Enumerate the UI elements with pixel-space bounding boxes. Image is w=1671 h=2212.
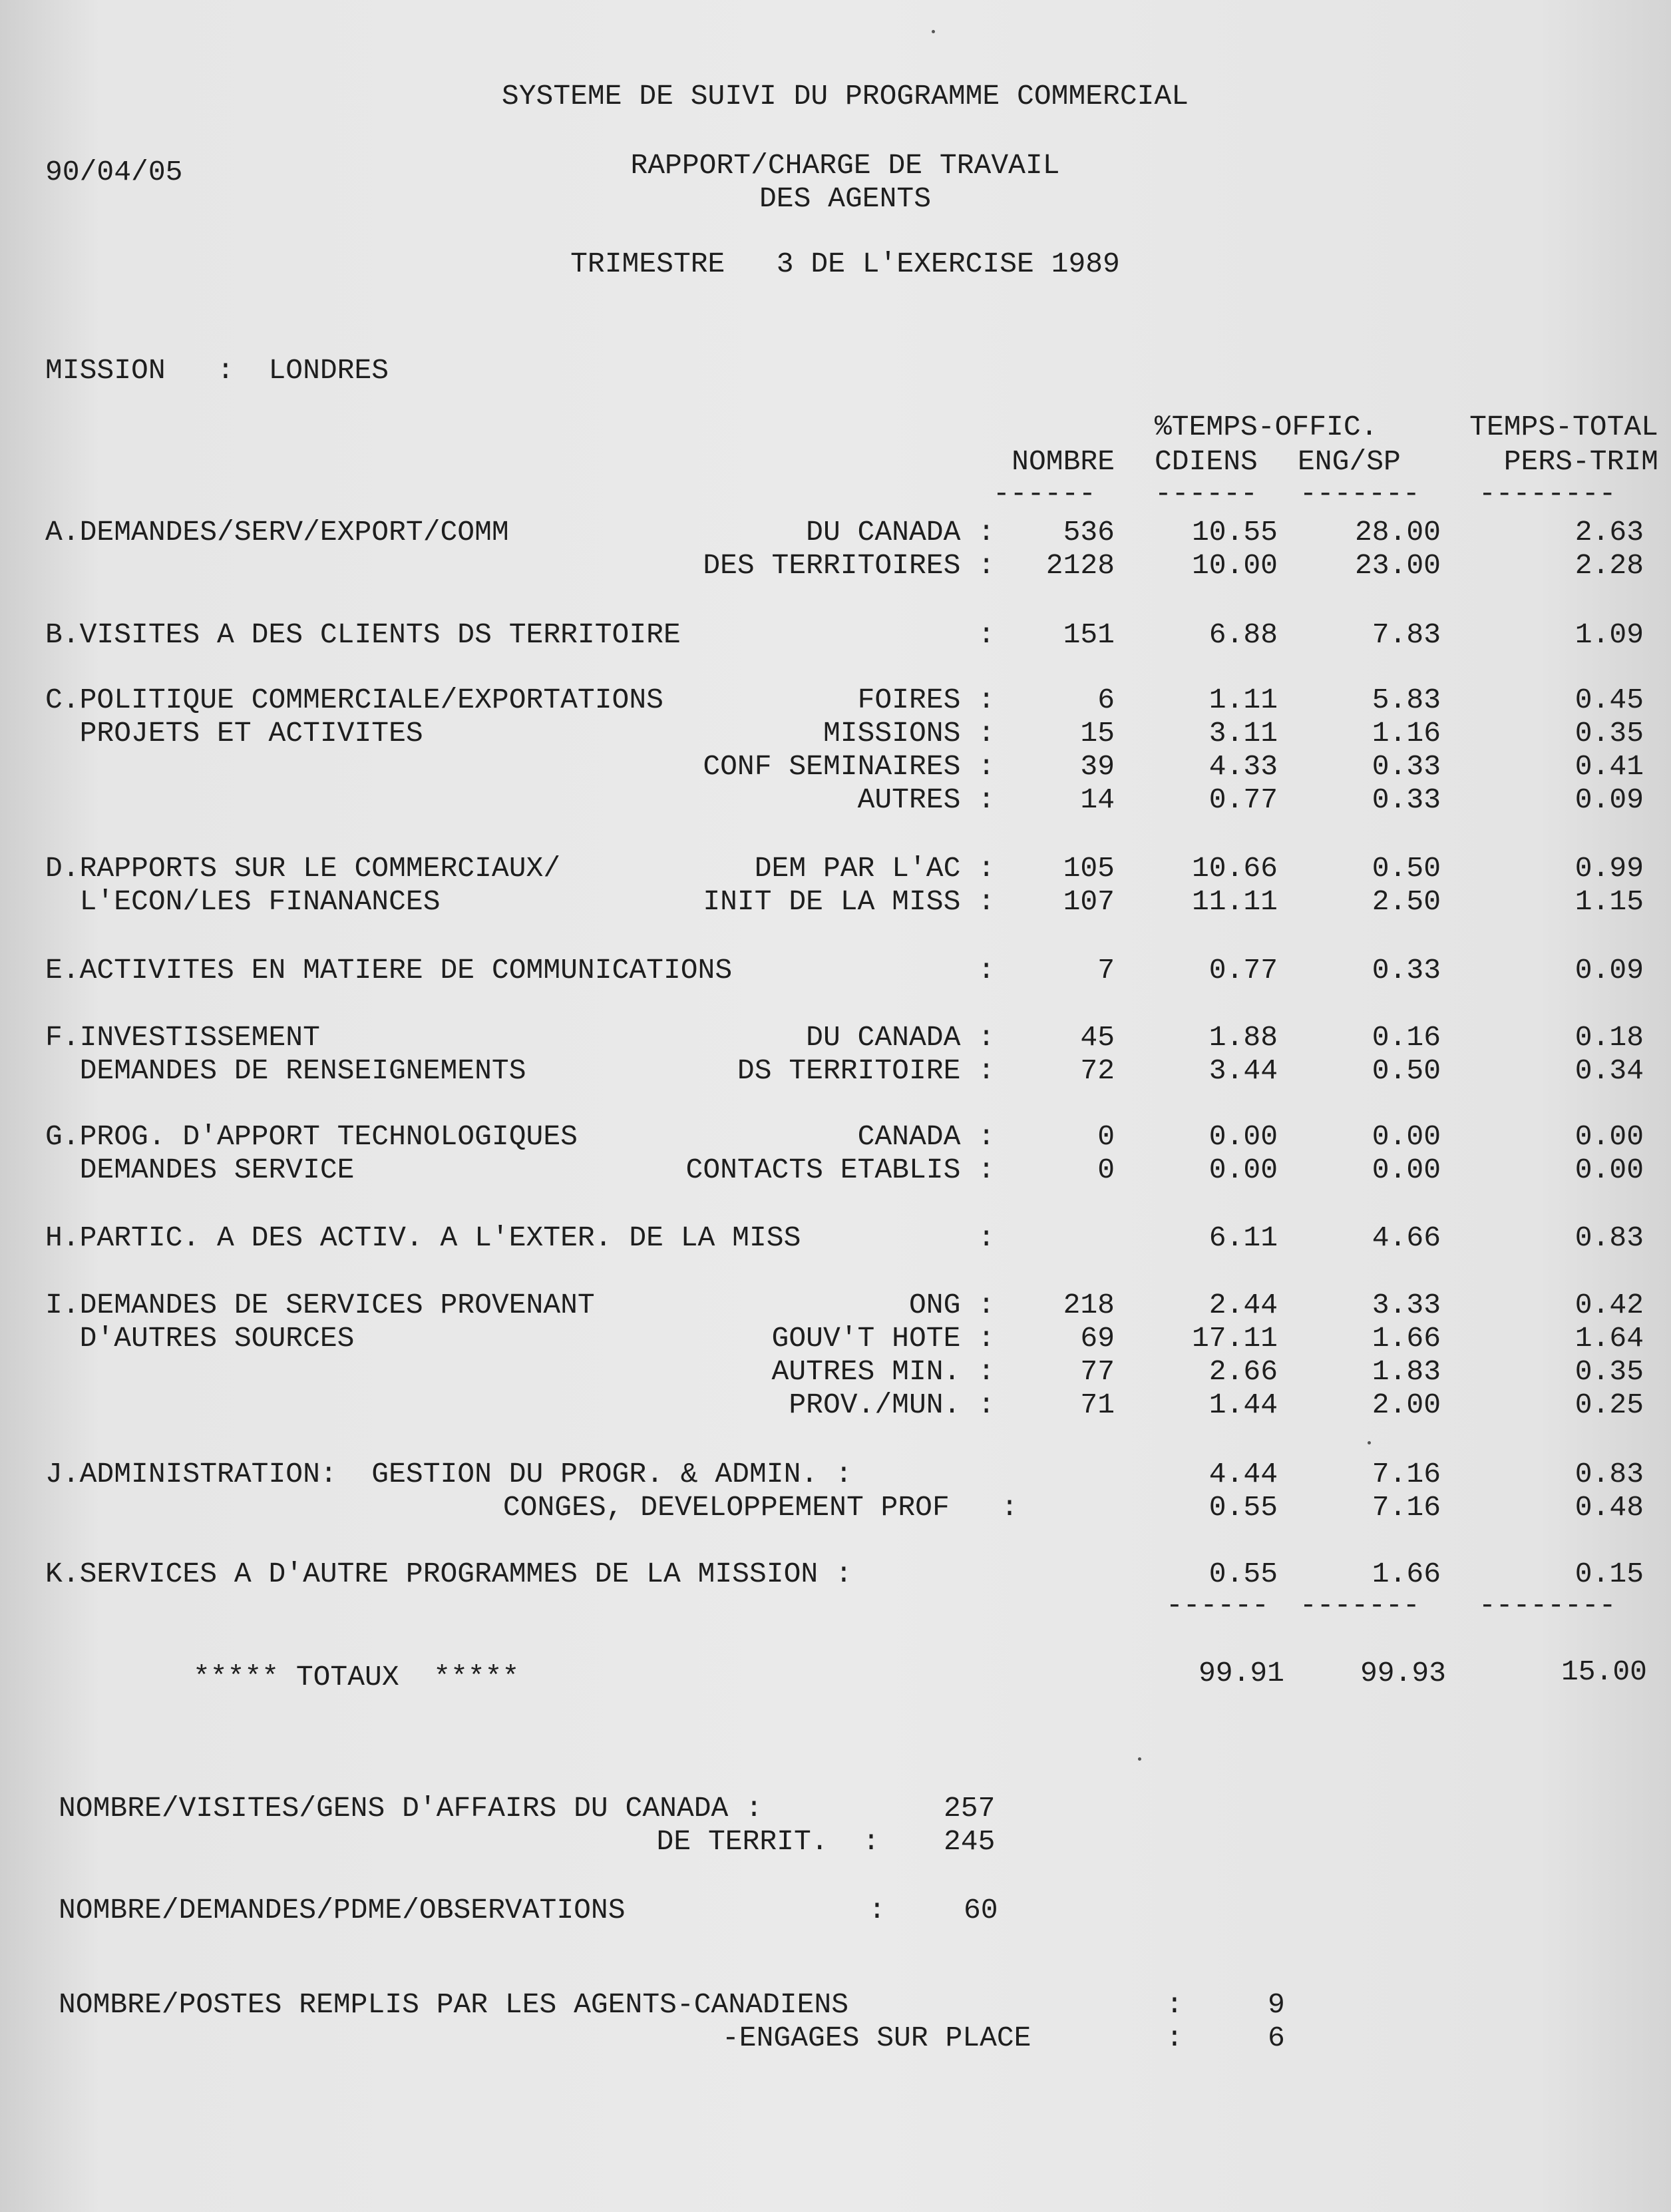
row-category: D.RAPPORTS SUR LE COMMERCIAUX/ [45, 852, 561, 885]
totals-cdiens: 99.91 [1198, 1657, 1284, 1689]
scan-speck [1368, 1441, 1371, 1444]
row-cdiens: 3.11 [1208, 717, 1278, 750]
table-row [0, 686, 1671, 719]
col-header-cdiens: CDIENS [1155, 445, 1258, 478]
mission-label: MISSION : LONDRES [45, 354, 389, 387]
row-eng-sp: 2.50 [1372, 885, 1441, 918]
visits-canada-value: 257 [944, 1792, 996, 1825]
row-nombre: 71 [1080, 1389, 1115, 1421]
postes-engages-colon: : [1166, 2022, 1183, 2054]
row-eng-sp: 7.16 [1372, 1491, 1441, 1524]
row-pers-trim: 0.25 [1575, 1389, 1644, 1421]
header-rule-cdiens: ------ [1155, 477, 1258, 510]
row-pers-trim: 0.99 [1575, 852, 1644, 885]
col-header-temps-offic: %TEMPS-OFFIC. [1155, 411, 1378, 443]
postes-canadiens-colon: : [1166, 1988, 1183, 2021]
row-eng-sp: 0.00 [1372, 1120, 1441, 1153]
col-header-nombre: NOMBRE [1012, 445, 1115, 478]
row-pers-trim: 0.45 [1575, 684, 1644, 716]
row-subcategory: DS TERRITOIRE : [737, 1054, 995, 1087]
row-category: C.POLITIQUE COMMERCIALE/EXPORTATIONS [45, 684, 663, 716]
totals-rule-eng-sp: ------- [1300, 1589, 1420, 1622]
row-nombre: 39 [1080, 750, 1115, 783]
row-subcategory: : [978, 954, 995, 987]
row-cdiens: 1.44 [1208, 1389, 1278, 1421]
table-row [0, 1122, 1671, 1156]
col-header-pers-trim: PERS-TRIM [1503, 445, 1658, 478]
row-pers-trim: 0.35 [1575, 1355, 1644, 1388]
row-cdiens: 2.66 [1208, 1355, 1278, 1388]
table-row [0, 1324, 1671, 1357]
system-title: SYSTEME DE SUIVI DU PROGRAMME COMMERCIAL [501, 80, 1189, 112]
row-pers-trim: 0.18 [1575, 1021, 1644, 1054]
row-category: K.SERVICES A D'AUTRE PROGRAMMES DE LA MISSION : [45, 1558, 852, 1590]
header-rule-nombre: ------ [993, 477, 1096, 510]
table-row [0, 1560, 1671, 1593]
row-pers-trim: 0.35 [1575, 717, 1644, 750]
row-pers-trim: 0.83 [1575, 1221, 1644, 1254]
row-eng-sp: 2.00 [1372, 1389, 1441, 1421]
row-subcategory: CONF SEMINAIRES : [703, 750, 995, 783]
row-subcategory: INIT DE LA MISS : [703, 885, 995, 918]
row-subcategory: CONTACTS ETABLIS : [685, 1154, 995, 1186]
row-eng-sp: 3.33 [1372, 1289, 1441, 1321]
row-nombre: 2128 [1045, 549, 1115, 582]
table-row [0, 719, 1671, 752]
row-subcategory: : [978, 1221, 995, 1254]
header-rule-eng-sp: ------- [1300, 477, 1420, 510]
table-row [0, 1493, 1671, 1526]
row-subcategory: FOIRES : [857, 684, 995, 716]
table-row [0, 1291, 1671, 1324]
scan-speck [1138, 1757, 1141, 1761]
row-cdiens: 0.77 [1208, 954, 1278, 987]
row-subcategory: DEM PAR L'AC : [754, 852, 995, 885]
row-eng-sp: 7.16 [1372, 1458, 1441, 1490]
table-row [0, 752, 1671, 785]
table-row [0, 1391, 1671, 1424]
row-pers-trim: 1.64 [1575, 1322, 1644, 1355]
row-nombre: 15 [1080, 717, 1115, 750]
totals-eng-sp: 99.93 [1360, 1657, 1446, 1689]
report-date: 90/04/05 [45, 156, 183, 188]
row-cdiens: 4.33 [1208, 750, 1278, 783]
row-category: DEMANDES DE RENSEIGNEMENTS [45, 1054, 526, 1087]
row-nombre: 77 [1080, 1355, 1115, 1388]
table-row [0, 1023, 1671, 1056]
row-eng-sp: 7.83 [1372, 618, 1441, 651]
row-eng-sp: 0.16 [1372, 1021, 1441, 1054]
row-eng-sp: 0.33 [1372, 954, 1441, 987]
row-nombre: 6 [1097, 684, 1115, 716]
row-category: D'AUTRES SOURCES [45, 1322, 355, 1355]
row-pers-trim: 2.63 [1575, 516, 1644, 549]
visits-territory-label: DE TERRIT. : [656, 1825, 880, 1858]
row-cdiens: 2.44 [1208, 1289, 1278, 1321]
totals-rule-cdiens: ------ [1166, 1589, 1269, 1622]
totals-rule-pers-trim: -------- [1479, 1589, 1616, 1622]
row-category: I.DEMANDES DE SERVICES PROVENANT [45, 1289, 595, 1321]
row-pers-trim: 0.00 [1575, 1154, 1644, 1186]
pdme-colon: : [868, 1894, 886, 1926]
row-nombre: 218 [1063, 1289, 1115, 1321]
row-subcategory: ONG : [908, 1289, 995, 1321]
row-pers-trim: 0.83 [1575, 1458, 1644, 1490]
table-row [0, 1156, 1671, 1189]
row-category: G.PROG. D'APPORT TECHNOLOGIQUES [45, 1120, 578, 1153]
row-eng-sp: 1.83 [1372, 1355, 1441, 1388]
row-eng-sp: 0.33 [1372, 783, 1441, 816]
visits-territory-value: 245 [944, 1825, 996, 1858]
row-pers-trim: 1.15 [1575, 885, 1644, 918]
pdme-value: 60 [964, 1894, 998, 1926]
postes-canadiens-label: NOMBRE/POSTES REMPLIS PAR LES AGENTS-CANADIENS [59, 1988, 848, 2021]
row-pers-trim: 0.00 [1575, 1120, 1644, 1153]
row-cdiens: 11.11 [1191, 885, 1278, 918]
row-pers-trim: 0.48 [1575, 1491, 1644, 1524]
row-eng-sp: 28.00 [1354, 516, 1441, 549]
row-pers-trim: 1.09 [1575, 618, 1644, 651]
row-cdiens: 6.11 [1208, 1221, 1278, 1254]
row-nombre: 151 [1063, 618, 1115, 651]
row-subcategory: CANADA : [857, 1120, 995, 1153]
row-cdiens: 17.11 [1191, 1322, 1278, 1355]
row-pers-trim: 0.42 [1575, 1289, 1644, 1321]
row-eng-sp: 0.50 [1372, 852, 1441, 885]
row-cdiens: 3.44 [1208, 1054, 1278, 1087]
row-eng-sp: 1.16 [1372, 717, 1441, 750]
row-cdiens: 10.55 [1191, 516, 1278, 549]
row-cdiens: 0.77 [1208, 783, 1278, 816]
row-pers-trim: 2.28 [1575, 549, 1644, 582]
row-nombre: 72 [1080, 1054, 1115, 1087]
row-subcategory: PROV./MUN. : [789, 1389, 995, 1421]
table-row [0, 551, 1671, 584]
row-pers-trim: 0.09 [1575, 954, 1644, 987]
col-header-eng-sp: ENG/SP [1298, 445, 1401, 478]
row-category: PROJETS ET ACTIVITES [45, 717, 423, 750]
row-nombre: 536 [1063, 516, 1115, 549]
row-category: F.INVESTISSEMENT [45, 1021, 320, 1054]
pdme-label: NOMBRE/DEMANDES/PDME/OBSERVATIONS [59, 1894, 626, 1926]
row-cdiens: 1.11 [1208, 684, 1278, 716]
row-nombre: 107 [1063, 885, 1115, 918]
table-row [0, 887, 1671, 921]
totals-pers-trim: 15.00 [1561, 1656, 1647, 1688]
table-row [0, 518, 1671, 551]
row-subcategory: DU CANADA : [806, 516, 995, 549]
table-row [0, 1056, 1671, 1090]
row-subcategory: AUTRES MIN. : [771, 1355, 995, 1388]
row-subcategory: DES TERRITOIRES : [703, 549, 995, 582]
row-nombre: 105 [1063, 852, 1115, 885]
row-pers-trim: 0.34 [1575, 1054, 1644, 1087]
row-category: J.ADMINISTRATION: GESTION DU PROGR. & ADMIN. : [45, 1458, 852, 1490]
row-subcategory: AUTRES : [857, 783, 995, 816]
row-pers-trim: 0.41 [1575, 750, 1644, 783]
postes-engages-value: 6 [1268, 2022, 1285, 2054]
row-category: A.DEMANDES/SERV/EXPORT/COMM [45, 516, 509, 549]
row-subcategory: CONGES, DEVELOPPEMENT PROF : [502, 1491, 1018, 1524]
row-eng-sp: 0.50 [1372, 1054, 1441, 1087]
totals-label: ***** TOTAUX ***** [193, 1661, 520, 1693]
row-nombre: 0 [1097, 1120, 1115, 1153]
row-eng-sp: 0.00 [1372, 1154, 1441, 1186]
row-eng-sp: 0.33 [1372, 750, 1441, 783]
row-category: H.PARTIC. A DES ACTIV. A L'EXTER. DE LA MISS [45, 1221, 801, 1254]
table-row [0, 1357, 1671, 1391]
table-row [0, 854, 1671, 887]
scan-speck [932, 30, 935, 33]
visits-canada-label: NOMBRE/VISITES/GENS D'AFFAIRS DU CANADA : [59, 1792, 763, 1825]
row-eng-sp: 4.66 [1372, 1221, 1441, 1254]
table-row [0, 1223, 1671, 1257]
row-category: L'ECON/LES FINANANCES [45, 885, 441, 918]
row-subcategory: DU CANADA : [806, 1021, 995, 1054]
header-rule-pers-trim: -------- [1479, 477, 1616, 510]
row-subcategory: GOUV'T HOTE : [771, 1322, 995, 1355]
row-category: E.ACTIVITES EN MATIERE DE COMMUNICATIONS [45, 954, 733, 987]
row-nombre: 14 [1080, 783, 1115, 816]
row-eng-sp: 1.66 [1372, 1322, 1441, 1355]
report-title-line-2: DES AGENTS [759, 182, 932, 215]
row-cdiens: 4.44 [1208, 1458, 1278, 1490]
row-nombre: 7 [1097, 954, 1115, 987]
row-subcategory: : [978, 618, 995, 651]
row-cdiens: 10.66 [1191, 852, 1278, 885]
row-cdiens: 6.88 [1208, 618, 1278, 651]
postes-canadiens-value: 9 [1268, 1988, 1285, 2021]
row-pers-trim: 0.09 [1575, 783, 1644, 816]
row-cdiens: 0.55 [1208, 1558, 1278, 1590]
row-nombre: 0 [1097, 1154, 1115, 1186]
row-cdiens: 10.00 [1191, 549, 1278, 582]
row-subcategory: MISSIONS : [823, 717, 995, 750]
report-period: TRIMESTRE 3 DE L'EXERCISE 1989 [570, 248, 1120, 280]
postes-engages-label: -ENGAGES SUR PLACE [722, 2022, 1031, 2054]
row-eng-sp: 1.66 [1372, 1558, 1441, 1590]
row-pers-trim: 0.15 [1575, 1558, 1644, 1590]
table-row [0, 620, 1671, 654]
col-header-temps-total: TEMPS-TOTAL [1469, 411, 1658, 443]
table-row [0, 785, 1671, 819]
row-cdiens: 1.88 [1208, 1021, 1278, 1054]
row-nombre: 45 [1080, 1021, 1115, 1054]
row-cdiens: 0.00 [1208, 1154, 1278, 1186]
table-row [0, 956, 1671, 989]
row-category: B.VISITES A DES CLIENTS DS TERRITOIRE [45, 618, 681, 651]
table-row [0, 1460, 1671, 1493]
row-eng-sp: 5.83 [1372, 684, 1441, 716]
row-cdiens: 0.00 [1208, 1120, 1278, 1153]
row-cdiens: 0.55 [1208, 1491, 1278, 1524]
report-title-line-1: RAPPORT/CHARGE DE TRAVAIL [630, 149, 1060, 182]
row-category: DEMANDES SERVICE [45, 1154, 355, 1186]
row-eng-sp: 23.00 [1354, 549, 1441, 582]
row-nombre: 69 [1080, 1322, 1115, 1355]
